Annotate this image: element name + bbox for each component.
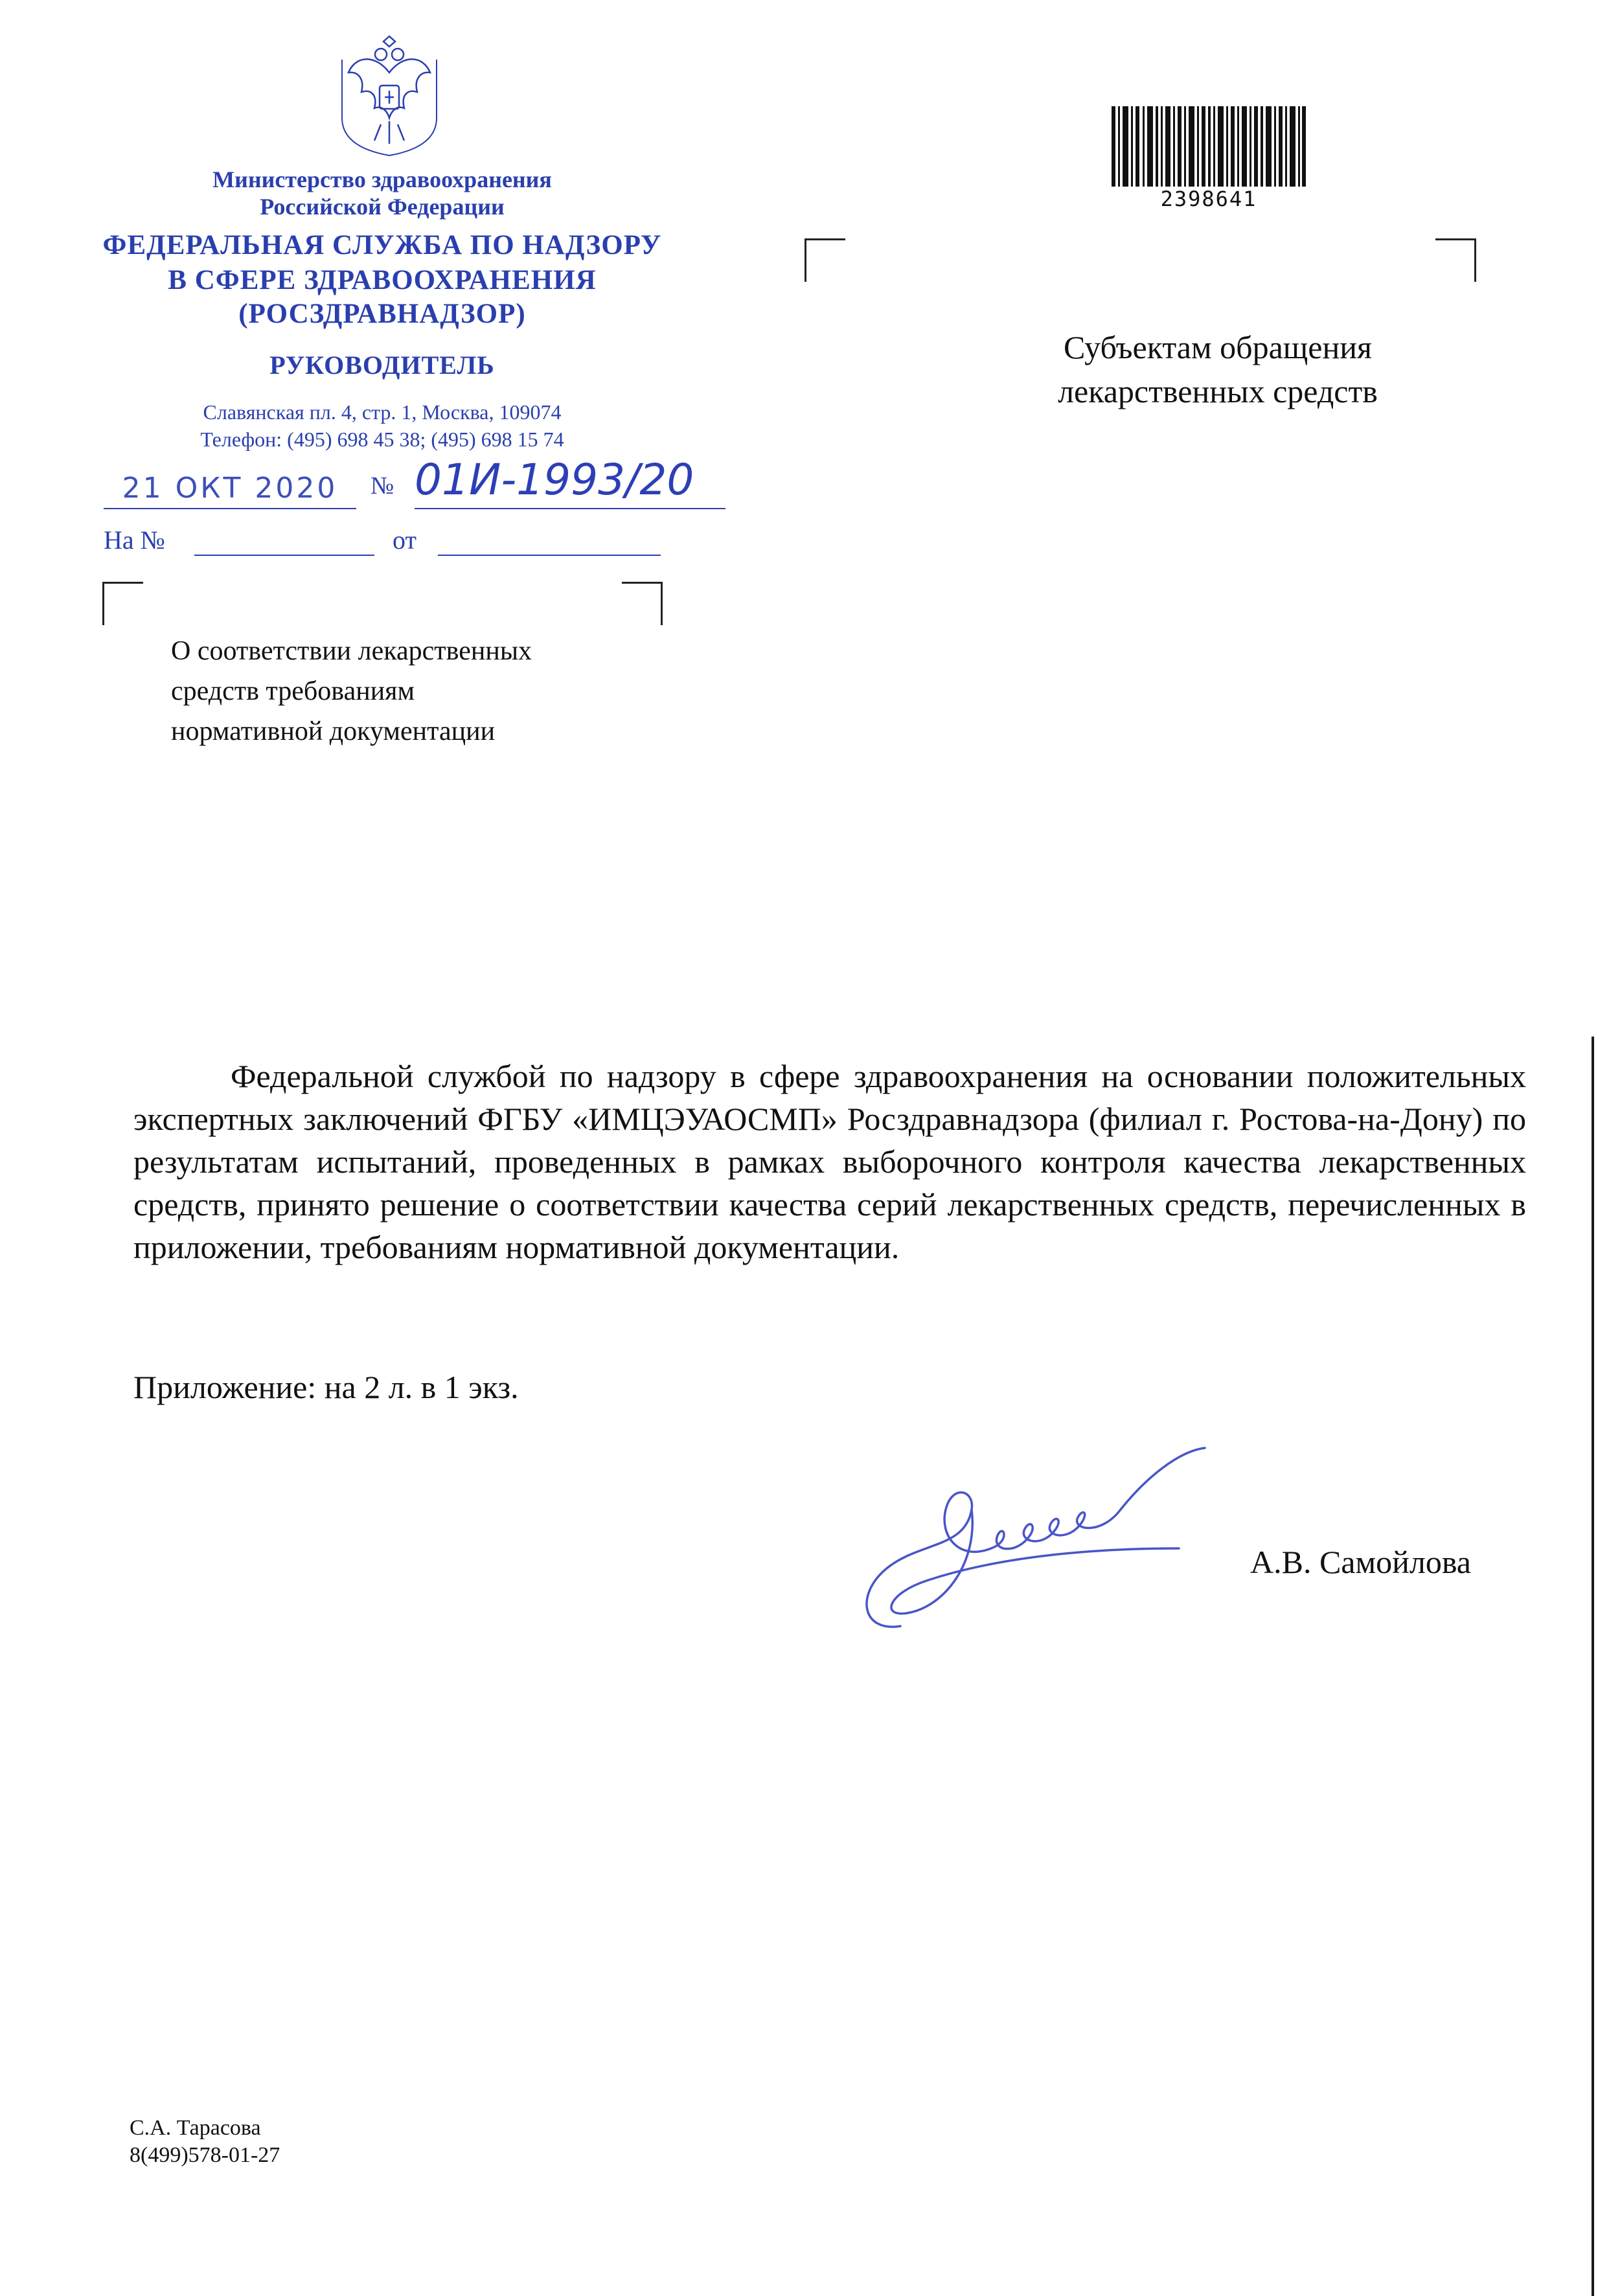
reply-number-blank (194, 555, 374, 556)
ministry-name-line2: Российской Федерации (260, 194, 505, 220)
addressee-line: Субъектам обращения (1064, 329, 1372, 365)
subject-corner-left (102, 582, 143, 625)
reply-date-blank (438, 555, 661, 556)
body-paragraph: Федеральной службой по надзору в сфере здравоохранения на основании положительных экспертных заключений ФГБУ «ИМЦЭУАОСМП» Росздравнадзора (филиал г. Ростова-на-Дону) по результатам испытаний, проведенных в рамках выборочного контроля качества лекарственных средств, принято решение о соответствии качества серий лекарственных средств, перечисленных в приложении, требованиям нормативной документации. (133, 1058, 1526, 1265)
addressee (959, 325, 1477, 413)
addressee-corner-left (805, 238, 845, 282)
addressee-corner-right (1435, 238, 1476, 282)
agency-name-line2: В СФЕРЕ ЗДРАВООХРАНЕНИЯ (168, 265, 597, 295)
subject-line: средств требованиям (171, 676, 415, 706)
executor-name: С.А. Тарасова (130, 2116, 261, 2140)
agency-address: Славянская пл. 4, стр. 1, Москва, 109074 (203, 400, 562, 424)
head-title: РУКОВОДИТЕЛЬ (269, 350, 495, 380)
outgoing-date-stamp: 21 ОКТ 2020 (104, 472, 356, 509)
scan-edge-shadow (1592, 1037, 1594, 2296)
reply-date-label: от (393, 525, 417, 555)
outgoing-number-handwritten: 01И-1993/20 (415, 455, 725, 509)
letter-subject (171, 631, 532, 752)
agency-name-line1: ФЕДЕРАЛЬНАЯ СЛУЖБА ПО НАДЗОРУ (102, 230, 662, 260)
reply-number-label: На № (104, 525, 165, 555)
attachment-note: Приложение: на 2 л. в 1 экз. (133, 1369, 519, 1405)
coat-of-arms-icon (336, 34, 443, 157)
outgoing-number-label: № (371, 472, 394, 499)
barcode-number: 2398641 (1160, 187, 1257, 211)
letter-body (133, 1055, 1526, 1269)
subject-corner-right (622, 582, 663, 625)
agency-name-line3: (РОСЗДРАВНАДЗОР) (238, 299, 526, 329)
executor-phone: 8(499)578-01-27 (130, 2143, 280, 2167)
addressee-line: лекарственных средств (1058, 373, 1378, 409)
agency-phone: Телефон: (495) 698 45 38; (495) 698 15 74 (200, 428, 564, 451)
subject-line: нормативной документации (171, 717, 496, 746)
subject-line: О соответствии лекарственных (171, 636, 532, 666)
signature-icon (842, 1438, 1218, 1646)
signer-name: А.В. Самойлова (1250, 1544, 1471, 1580)
ministry-name-line1: Министерство здравоохранения (212, 166, 552, 192)
barcode-icon (1112, 106, 1306, 187)
